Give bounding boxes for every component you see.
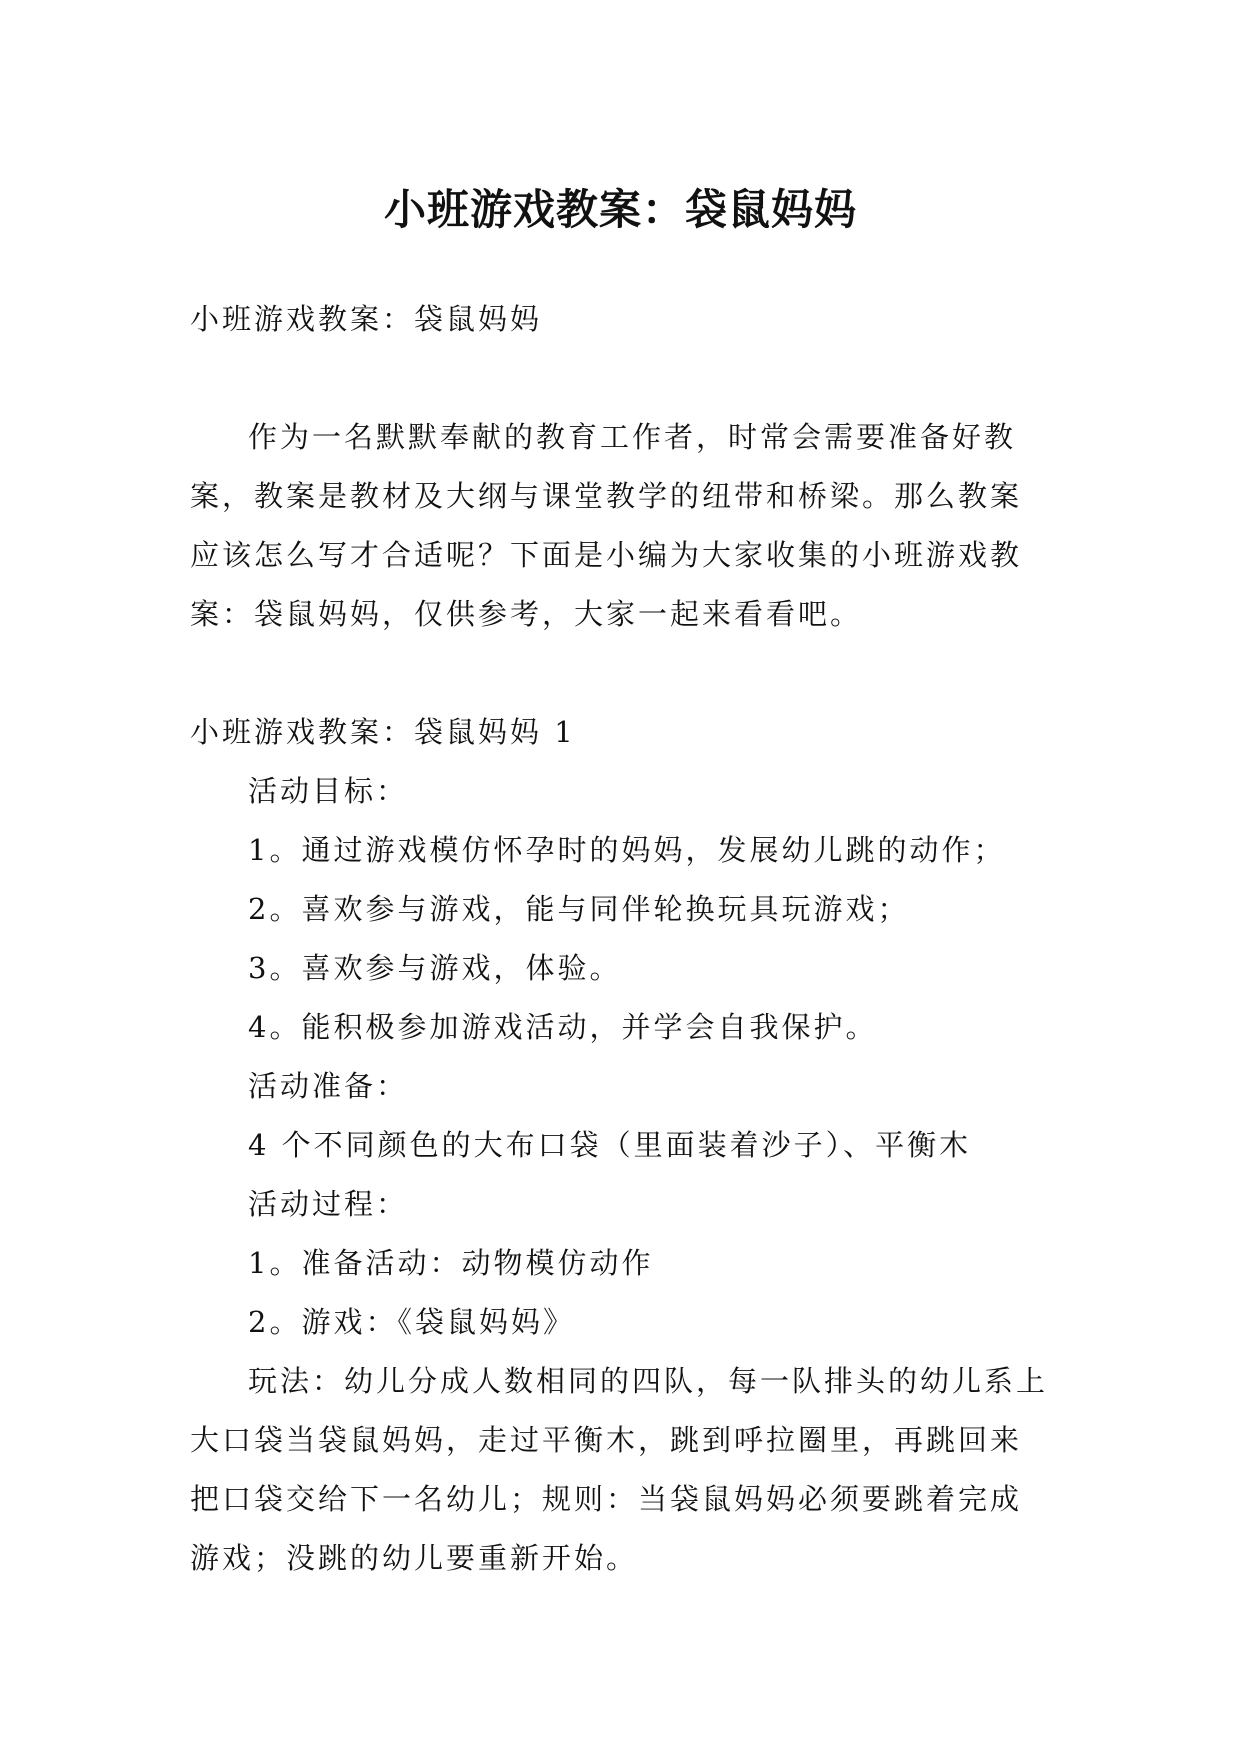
section-heading: 小班游戏教案：袋鼠妈妈 1: [190, 715, 576, 749]
intro-paragraph: 作为一名默默奉献的教育工作者，时常会需要准备好教案，教案是教材及大纲与课堂教学的纽带和桥梁。那么教案应该怎么写才合适呢？下面是小编为大家收集的小班游戏教案：袋鼠妈妈，仅供参考，大家一起来看看吧。: [190, 420, 1023, 631]
goal-item: 3。喜欢参与游戏，体验。: [248, 951, 622, 985]
prep-text: 4 个不同颜色的大布口袋（里面装着沙子）、平衡木: [248, 1128, 972, 1162]
document-subtitle: 小班游戏教案：袋鼠妈妈: [190, 302, 543, 336]
document-body: [190, 290, 1052, 1588]
goals-label: 活动目标：: [248, 774, 409, 808]
process-label: 活动过程：: [248, 1187, 409, 1221]
prep-label: 活动准备：: [248, 1069, 409, 1103]
process-item: 2。游戏：《袋鼠妈妈》: [248, 1305, 575, 1339]
goal-item: 4。能积极参加游戏活动，并学会自我保护。: [248, 1010, 878, 1044]
process-item: 1。准备活动：动物模仿动作: [248, 1246, 654, 1280]
goal-item: 2。喜欢参与游戏，能与同伴轮换玩具玩游戏；: [248, 892, 910, 926]
document-title: 小班游戏教案：袋鼠妈妈: [383, 185, 857, 235]
goal-item: 1。通过游戏模仿怀孕时的妈妈，发展幼儿跳的动作；: [248, 833, 1006, 867]
play-paragraph: 玩法：幼儿分成人数相同的四队，每一队排头的幼儿系上大口袋当袋鼠妈妈，走过平衡木，跳到呼拉圈里，再跳回来把口袋交给下一名幼儿；规则：当袋鼠妈妈必须要跳着完成游戏；没跳的幼儿要重新开始。: [190, 1364, 1049, 1575]
